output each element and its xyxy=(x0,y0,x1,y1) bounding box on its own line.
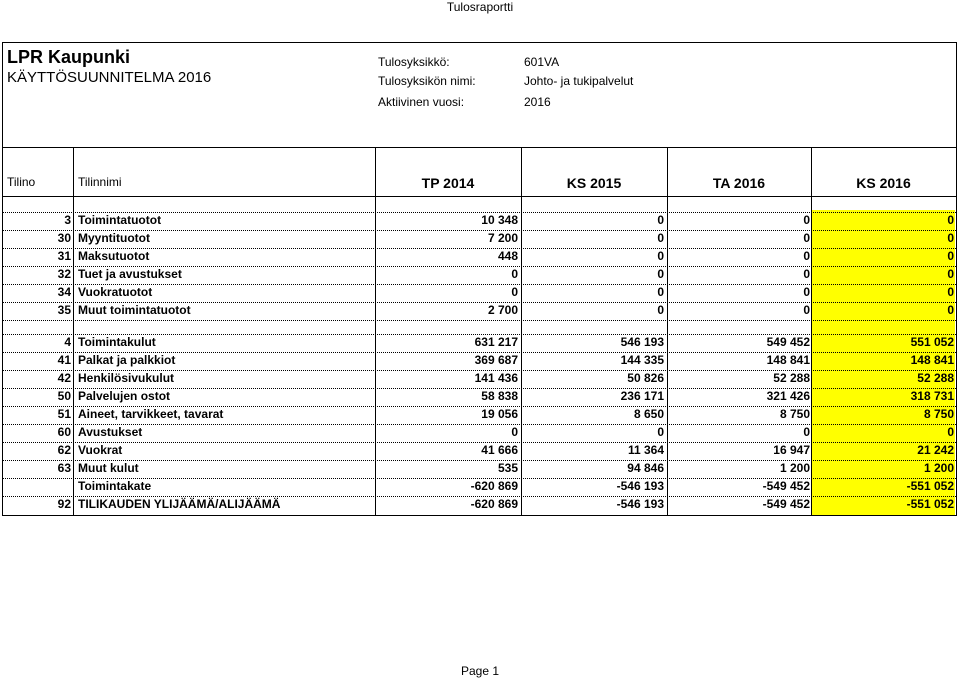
value-ta2016: 0 xyxy=(803,267,810,281)
account-name: Myyntituotot xyxy=(78,231,150,245)
account-name: Tuet ja avustukset xyxy=(78,267,182,281)
column-tp2014: TP 2014 xyxy=(421,175,475,191)
value-ks2015: 0 xyxy=(657,231,664,245)
table-row xyxy=(3,285,956,302)
value-ta2016: -549 452 xyxy=(762,497,810,511)
value-ks2015: 94 846 xyxy=(627,461,664,475)
value-ks2016: 0 xyxy=(947,303,954,317)
active-year-value: 2016 xyxy=(524,95,551,109)
value-ks2015: 8 650 xyxy=(633,407,664,421)
value-ks2015: 0 xyxy=(657,267,664,281)
account-name: Avustukset xyxy=(78,425,143,439)
table-row xyxy=(3,407,956,424)
value-ks2015: 0 xyxy=(657,285,664,299)
column-ks2016: KS 2016 xyxy=(856,175,911,191)
table-row xyxy=(3,497,956,514)
value-ks2016: 1 200 xyxy=(923,461,954,475)
page-number: Page 1 xyxy=(460,664,500,678)
value-ks2016: 0 xyxy=(947,213,954,227)
active-year-label: Aktiivinen vuosi: xyxy=(378,95,465,109)
value-ta2016: 549 452 xyxy=(766,335,810,349)
account-name: Muut kulut xyxy=(78,461,139,475)
value-ks2016: 148 841 xyxy=(910,353,954,367)
value-ta2016: 0 xyxy=(803,231,810,245)
value-ta2016: 1 200 xyxy=(779,461,810,475)
value-ta2016: 52 288 xyxy=(773,371,810,385)
unit-name-label: Tulosyksikön nimi: xyxy=(378,74,476,88)
value-ks2016: 0 xyxy=(947,249,954,263)
value-ks2016: 0 xyxy=(947,267,954,281)
account-name: Vuokratuotot xyxy=(78,285,153,299)
value-tp2014: 369 687 xyxy=(474,353,518,367)
account-name: Maksutuotot xyxy=(78,249,150,263)
value-ks2015: 546 193 xyxy=(620,335,664,349)
value-ks2015: -546 193 xyxy=(616,479,664,493)
unit-code-label: Tulosyksikkö: xyxy=(378,55,450,69)
value-ks2015: -546 193 xyxy=(616,497,664,511)
account-number: 3 xyxy=(64,213,71,227)
table-row xyxy=(3,443,956,460)
table-row xyxy=(3,213,956,230)
value-tp2014: 2 700 xyxy=(487,303,518,317)
column-header-row xyxy=(3,147,956,197)
value-ks2015: 144 335 xyxy=(620,353,664,367)
account-name: Vuokrat xyxy=(78,443,123,457)
value-tp2014: 0 xyxy=(511,285,518,299)
account-number: 62 xyxy=(57,443,71,457)
value-tp2014: -620 869 xyxy=(470,497,518,511)
table-row xyxy=(3,303,956,320)
account-name: Toimintakate xyxy=(78,479,152,493)
value-tp2014: 41 666 xyxy=(481,443,518,457)
table-row xyxy=(3,371,956,388)
table-row xyxy=(3,353,956,370)
account-name: Henkilösivukulut xyxy=(78,371,175,385)
account-number: 50 xyxy=(57,389,71,403)
value-ta2016: 8 750 xyxy=(779,407,810,421)
value-ks2015: 0 xyxy=(657,249,664,263)
account-name: Palvelujen ostot xyxy=(78,389,171,403)
table-row xyxy=(3,335,956,352)
unit-code-value: 601VA xyxy=(524,55,560,69)
account-name: TILIKAUDEN YLIJÄÄMÄ/ALIJÄÄMÄ xyxy=(78,497,281,511)
table-row xyxy=(3,479,956,496)
value-ta2016: 16 947 xyxy=(773,443,810,457)
value-ks2015: 0 xyxy=(657,425,664,439)
value-ta2016: 0 xyxy=(803,285,810,299)
account-number: 34 xyxy=(57,285,71,299)
account-name: Palkat ja palkkiot xyxy=(78,353,176,367)
value-ks2016: 318 731 xyxy=(910,389,954,403)
value-tp2014: 631 217 xyxy=(474,335,518,349)
report-sheet xyxy=(2,42,957,516)
report-table xyxy=(3,196,956,515)
account-number: 41 xyxy=(57,353,71,367)
account-number: 92 xyxy=(57,497,71,511)
column-ks2015: KS 2015 xyxy=(566,175,622,191)
table-row xyxy=(3,389,956,406)
value-tp2014: 0 xyxy=(511,425,518,439)
value-ta2016: 0 xyxy=(803,249,810,263)
value-tp2014: 0 xyxy=(511,267,518,281)
organization-name: LPR Kaupunki xyxy=(7,47,131,67)
column-account: Tilino xyxy=(7,175,36,189)
value-ks2016: 0 xyxy=(947,231,954,245)
value-ks2015: 50 826 xyxy=(627,371,664,385)
value-ks2015: 11 364 xyxy=(627,443,664,457)
value-tp2014: 448 xyxy=(497,249,518,263)
column-name: Tilinnimi xyxy=(78,175,122,189)
value-ks2016: 8 750 xyxy=(923,407,954,421)
value-tp2014: -620 869 xyxy=(470,479,518,493)
account-name: Muut toimintatuotot xyxy=(78,303,191,317)
account-number: 63 xyxy=(57,461,71,475)
unit-name-value: Johto- ja tukipalvelut xyxy=(524,74,634,88)
value-ta2016: 0 xyxy=(803,213,810,227)
value-tp2014: 10 348 xyxy=(481,213,518,227)
account-name: Toimintakulut xyxy=(78,335,156,349)
table-row xyxy=(3,267,956,284)
account-number: 30 xyxy=(57,231,71,245)
value-ta2016: -549 452 xyxy=(762,479,810,493)
value-tp2014: 7 200 xyxy=(487,231,518,245)
account-number: 31 xyxy=(57,249,71,263)
value-ks2016: 0 xyxy=(947,425,954,439)
table-row xyxy=(3,249,956,266)
account-number: 32 xyxy=(57,267,71,281)
value-tp2014: 19 056 xyxy=(481,407,518,421)
value-ta2016: 0 xyxy=(803,425,810,439)
value-ta2016: 0 xyxy=(803,303,810,317)
account-name: Aineet, tarvikkeet, tavarat xyxy=(78,407,224,421)
plan-title: KÄYTTÖSUUNNITELMA 2016 xyxy=(7,69,212,86)
value-ks2016: -551 052 xyxy=(906,497,954,511)
value-ks2015: 0 xyxy=(657,303,664,317)
value-tp2014: 141 436 xyxy=(474,371,518,385)
account-name: Toimintatuotot xyxy=(78,213,162,227)
account-number: 42 xyxy=(57,371,71,385)
value-ks2015: 0 xyxy=(657,213,664,227)
value-ks2016: 21 242 xyxy=(917,443,954,457)
column-ta2016: TA 2016 xyxy=(712,175,766,191)
account-number: 51 xyxy=(57,407,71,421)
value-ks2016: -551 052 xyxy=(906,479,954,493)
value-ks2016: 52 288 xyxy=(917,371,954,385)
report-header xyxy=(3,43,956,148)
table-row xyxy=(3,425,956,442)
value-ks2015: 236 171 xyxy=(620,389,664,403)
value-tp2014: 58 838 xyxy=(481,389,518,403)
account-number: 4 xyxy=(64,335,71,349)
account-number: 35 xyxy=(57,303,71,317)
value-ta2016: 321 426 xyxy=(766,389,810,403)
account-number: 60 xyxy=(57,425,71,439)
value-ks2016: 551 052 xyxy=(910,335,954,349)
value-tp2014: 535 xyxy=(497,461,518,475)
value-ks2016: 0 xyxy=(947,285,954,299)
value-ta2016: 148 841 xyxy=(766,353,810,367)
table-row xyxy=(3,231,956,248)
report-title: Tulosraportti xyxy=(446,0,514,14)
table-row xyxy=(3,461,956,478)
